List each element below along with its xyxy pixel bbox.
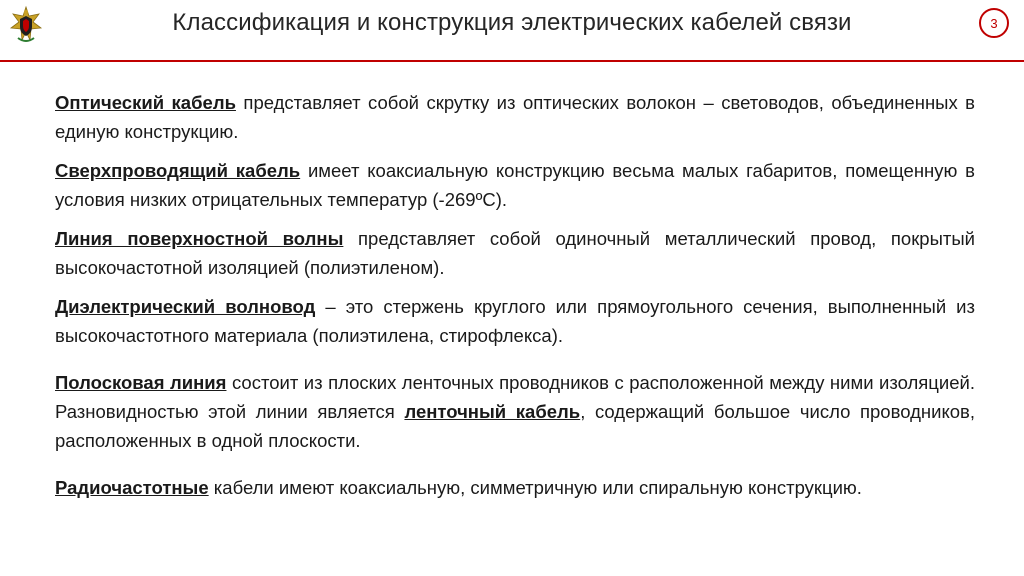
paragraph-text: – это стержень круглого или прямоугольного сечения, выполненный из высокочастотного материала (полиэтилена, стирофлекса). bbox=[55, 296, 975, 346]
slide-header bbox=[0, 0, 1024, 48]
paragraph-dielectric-waveguide bbox=[55, 292, 975, 350]
paragraph-optical-cable bbox=[55, 88, 975, 146]
paragraph-text: имеет коаксиальную конструкцию весьма малых габаритов, помещенную в условия низких отрицательных температур (-269ºС). bbox=[55, 160, 975, 210]
paragraph-text: представляет собой скрутку из оптических волокон – световодов, объединенных в единую конструкцию. bbox=[55, 92, 976, 142]
term-optical-cable: Оптический кабель bbox=[55, 92, 236, 113]
paragraph-text: кабели имеют коаксиальную, симметричную или спиральную конструкцию. bbox=[208, 477, 862, 498]
paragraph-superconducting-cable bbox=[55, 156, 975, 214]
paragraph-strip-line bbox=[55, 368, 975, 455]
term-ribbon-cable: ленточный кабель bbox=[404, 401, 581, 422]
term-surface-wave-line: Линия поверхностной волны bbox=[55, 228, 344, 249]
term-dielectric-waveguide: Диэлектрический волновод bbox=[55, 296, 316, 317]
paragraph-text: представляет собой одиночный металлический провод, покрытый высокочастотной изоляцией (полиэтиленом). bbox=[55, 228, 975, 278]
term-superconducting-cable: Сверхпроводящий кабель bbox=[55, 160, 301, 181]
header-divider bbox=[0, 60, 1024, 62]
slide-body bbox=[55, 88, 975, 502]
paragraph-text: , содержащий большое число проводников, расположенных в одной плоскости. bbox=[55, 401, 975, 451]
paragraph-radio-frequency bbox=[55, 473, 975, 502]
slide-title: Классификация и конструкция электрических кабелей связи bbox=[172, 9, 852, 36]
term-strip-line: Полосковая линия bbox=[55, 372, 227, 393]
paragraph-text: состоит из плоских ленточных проводников с расположенной между ними изоляцией. Разновидностью этой линии является bbox=[55, 372, 975, 422]
term-radio-frequency: Радиочастотные bbox=[55, 477, 209, 498]
page-number-badge bbox=[979, 8, 1009, 38]
paragraph-surface-wave-line bbox=[55, 224, 975, 282]
page-number: 3 bbox=[990, 15, 998, 31]
